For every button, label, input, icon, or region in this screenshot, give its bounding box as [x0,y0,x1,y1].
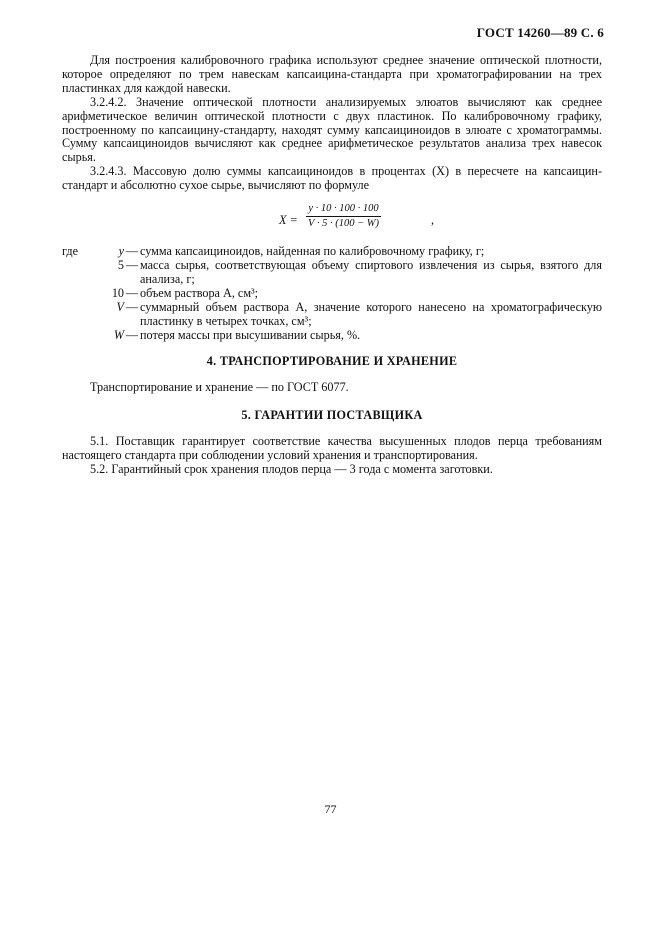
formula-lhs: X = [279,213,298,228]
definitions-list [62,245,602,342]
definition-dash: — [125,299,139,314]
definition-symbol: 10 [111,285,124,300]
formula-denominator: V · 5 · (100 − W) [308,218,380,230]
definition-item [62,245,602,259]
page-header: ГОСТ 14260—89 С. 6 [476,25,604,40]
paragraph-5-1: 5.1. Поставщик гарантирует соответствие качества высушенных плодов перца требованиям настоящего стандарта при соблюдении условий хранения и транспортирования. [62,434,602,463]
definition-text: потеря массы при высушивании сырья, %. [140,327,361,342]
definition-item [62,329,602,343]
definition-item [62,301,602,329]
definition-text: объем раствора А, см³; [140,285,259,300]
formula-fraction [306,203,381,230]
definition-symbol: V [116,299,124,314]
definition-dash: — [125,244,139,259]
page-number: 77 [324,802,337,816]
definition-symbol: W [113,327,124,342]
definition-dash: — [125,327,139,342]
definition-item [62,259,602,287]
section-5-heading: 5. ГАРАНТИИ ПОСТАВЩИКА [241,408,423,423]
definition-symbol: y [118,244,124,259]
formula-numerator: y · 10 · 100 · 100 [308,203,379,215]
paragraph-5-2: 5.2. Гарантийный срок хранения плодов перца — 3 года с момента заготовки. [90,461,493,476]
definition-dash: — [125,285,139,300]
section-4-text: Транспортирование и хранение — по ГОСТ 6077. [90,380,349,395]
definition-item [62,287,602,301]
where-label: где [62,244,79,259]
definition-symbol: 5 [117,257,124,272]
definition-text: сумма капсаициноидов, найденная по калибровочному графику, г; [140,244,485,259]
paragraph-calibration: Для построения калибровочного графика используют среднее значение оптической плотности, которое определяют по трем навескам капсаицина-стандарта при хроматографировании на трех пластинках для каждой навески. [62,53,602,95]
document-body [62,54,602,477]
definition-dash: — [125,257,139,272]
fraction-bar [306,216,381,217]
section-4-heading: 4. ТРАНСПОРТИРОВАНИЕ И ХРАНЕНИЕ [206,354,458,369]
definition-text: масса сырья, соответствующая объему спиртового извлечения из сырья, взятого для анализа, г; [140,257,602,286]
definition-text: суммарный объем раствора А, значение которого нанесено на хроматографическую пластинку в четырех точках, см³; [140,299,602,328]
paragraph-3-2-4-3: 3.2.4.3. Массовую долю суммы капсаициноидов в процентах (X) в пересчете на капсаицин-стандарт и абсолютно сухое сырье, вычисляют по формуле [62,164,602,193]
formula [62,199,602,243]
paragraph-3-2-4-2: 3.2.4.2. Значение оптической плотности анализируемых элюатов вычисляют как среднее арифметическое величин оптической плотности с двух пластинок. По калибровочному графику, построенному по капсаицину-стандарту, находят сумму капсаициноидов в элюате с хроматограммы. Сумму капсаициноидов вычисляют как среднее арифметическое результатов анализа трех навесок сырья. [62,94,602,165]
formula-comma: , [431,213,435,228]
